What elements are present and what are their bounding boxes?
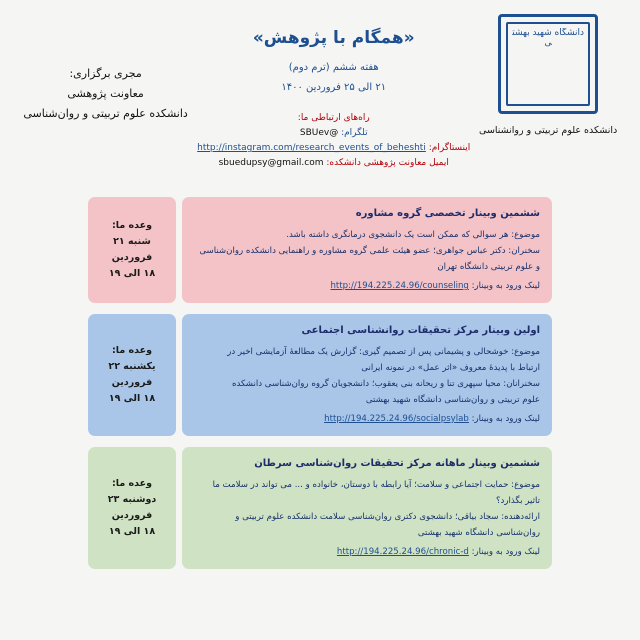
session-when-card <box>88 447 176 569</box>
contact-telegram <box>197 126 470 141</box>
contact-instagram <box>197 141 470 156</box>
session-card-chronic-d[interactable] <box>182 447 552 569</box>
when-time: ۱۸ الی ۱۹ <box>108 526 156 537</box>
session-card-socialpsylab[interactable] <box>182 314 552 436</box>
session-line: موضوع: خوشحالی و پشیمانی پس از تصمیم گیری: گزارش یک مطالعهٔ آزمایشی اخیر در <box>227 347 540 357</box>
session-row <box>88 447 552 569</box>
session-link[interactable]: http://194.225.24.96/socialpsylab <box>324 414 469 424</box>
organizer-area <box>14 12 197 124</box>
contact-telegram-value: @SBUev <box>299 128 339 138</box>
when-date: یکشنبه ۲۲ فروردین <box>108 361 156 388</box>
session-line: علوم تربیتی و روان‌شناسی دانشگاه شهید بهشتی <box>365 395 540 405</box>
date-range: ۲۱ الی ۲۵ فروردین ۱۴۰۰ <box>281 82 387 93</box>
organizer-label: مجری برگزاری: <box>69 67 142 80</box>
contact-email-value: sbuedupsy@gmail.com <box>218 158 324 168</box>
page-subtitle: هفته ششم (ترم دوم) <box>288 62 379 73</box>
logo-area <box>470 12 626 138</box>
contact-instagram-label: اینستاگرام: <box>428 143 471 153</box>
session-link-label: لینک ورود به وبینار: <box>471 281 540 291</box>
session-card-counseling[interactable] <box>182 197 552 303</box>
session-when-card <box>88 314 176 436</box>
session-row <box>88 197 552 303</box>
page-title: «همگام با پژوهش» <box>252 28 415 48</box>
session-link[interactable]: http://194.225.24.96/counseling <box>330 281 469 291</box>
contact-email-label: ایمیل معاونت پژوهشی دانشکده: <box>326 158 449 168</box>
session-line: و علوم تربیتی دانشگاه تهران <box>437 262 540 272</box>
when-time: ۱۸ الی ۱۹ <box>108 393 156 404</box>
organizer-line-2: دانشکده علوم تربیتی و روان‌شناسی <box>23 107 188 120</box>
session-line: موضوع: هر سوالی که ممکن است یک دانشجوی درمانگری داشته باشد. <box>286 230 540 240</box>
session-line: ارتباط با پدیدهٔ معروف «اثر عمل» در نمونه ایرانی <box>361 363 540 373</box>
contact-heading: راه‌های ارتباطی ما: <box>297 113 370 123</box>
title-area <box>197 12 470 171</box>
session-link-row <box>194 412 540 427</box>
session-line: ارائه‌دهنده: سجاد بیاقی؛ دانشجوی دکتری روان‌شناسی سلامت دانشکده علوم تربیتی و <box>235 512 540 522</box>
when-label: وعده ما: <box>111 478 153 489</box>
contact-block <box>197 111 470 171</box>
session-link-row <box>194 545 540 560</box>
sessions-list <box>0 185 640 569</box>
session-link[interactable]: http://194.225.24.96/chronic-d <box>336 547 469 557</box>
session-title: ششمین وبینار ماهانه مرکز تحقیقات روان‌شناسی سرطان <box>254 458 540 469</box>
session-line: موضوع: حمایت اجتماعی و سلامت؛ آیا رابطه با دوستان، خانواده و ... می تواند در سلامت ما <box>212 480 540 490</box>
contact-telegram-label: تلگرام: <box>341 128 368 138</box>
contact-instagram-link[interactable]: http://instagram.com/research_events_of_beheshti <box>197 143 426 153</box>
organizer-line-1: معاونت پژوهشی <box>67 87 144 100</box>
poster-header <box>0 0 640 185</box>
logo-calligraphy: دانشگاه شهید بهشتی <box>512 28 585 48</box>
faculty-caption: دانشکده علوم تربیتی و روانشناسی <box>479 125 618 136</box>
session-row <box>88 314 552 436</box>
session-title: اولین وبینار مرکز تحقیقات روانشناسی اجتماعی <box>301 325 540 336</box>
when-date: دوشنبه ۲۳ فروردین <box>107 494 157 521</box>
session-link-label: لینک ورود به وبینار: <box>471 547 540 557</box>
session-line: تاثیر بگذارد؟ <box>495 496 540 506</box>
session-line: سخنران: دکتر عباس جواهری؛ عضو هیئت علمی گروه مشاوره و راهنمایی دانشکده روان‌شناسی <box>199 246 540 256</box>
when-label: وعده ما: <box>111 345 153 356</box>
session-line: روان‌شناسی دانشگاه شهید بهشتی <box>417 528 540 538</box>
session-line: سخنرانان: محیا سپهری تنا و ریحانه بنی یعقوب؛ دانشجویان گروه روان‌شناسی دانشکده <box>232 379 540 389</box>
when-label: وعده ما: <box>111 220 153 231</box>
session-title: ششمین وبینار تخصصی گروه مشاوره <box>355 208 540 219</box>
session-link-label: لینک ورود به وبینار: <box>471 414 540 424</box>
session-link-row <box>194 279 540 294</box>
when-time: ۱۸ الی ۱۹ <box>108 268 156 279</box>
session-when-card <box>88 197 176 303</box>
university-logo-icon <box>498 14 598 114</box>
contact-email <box>197 156 470 171</box>
when-date: شنبه ۲۱ فروردین <box>111 236 153 263</box>
